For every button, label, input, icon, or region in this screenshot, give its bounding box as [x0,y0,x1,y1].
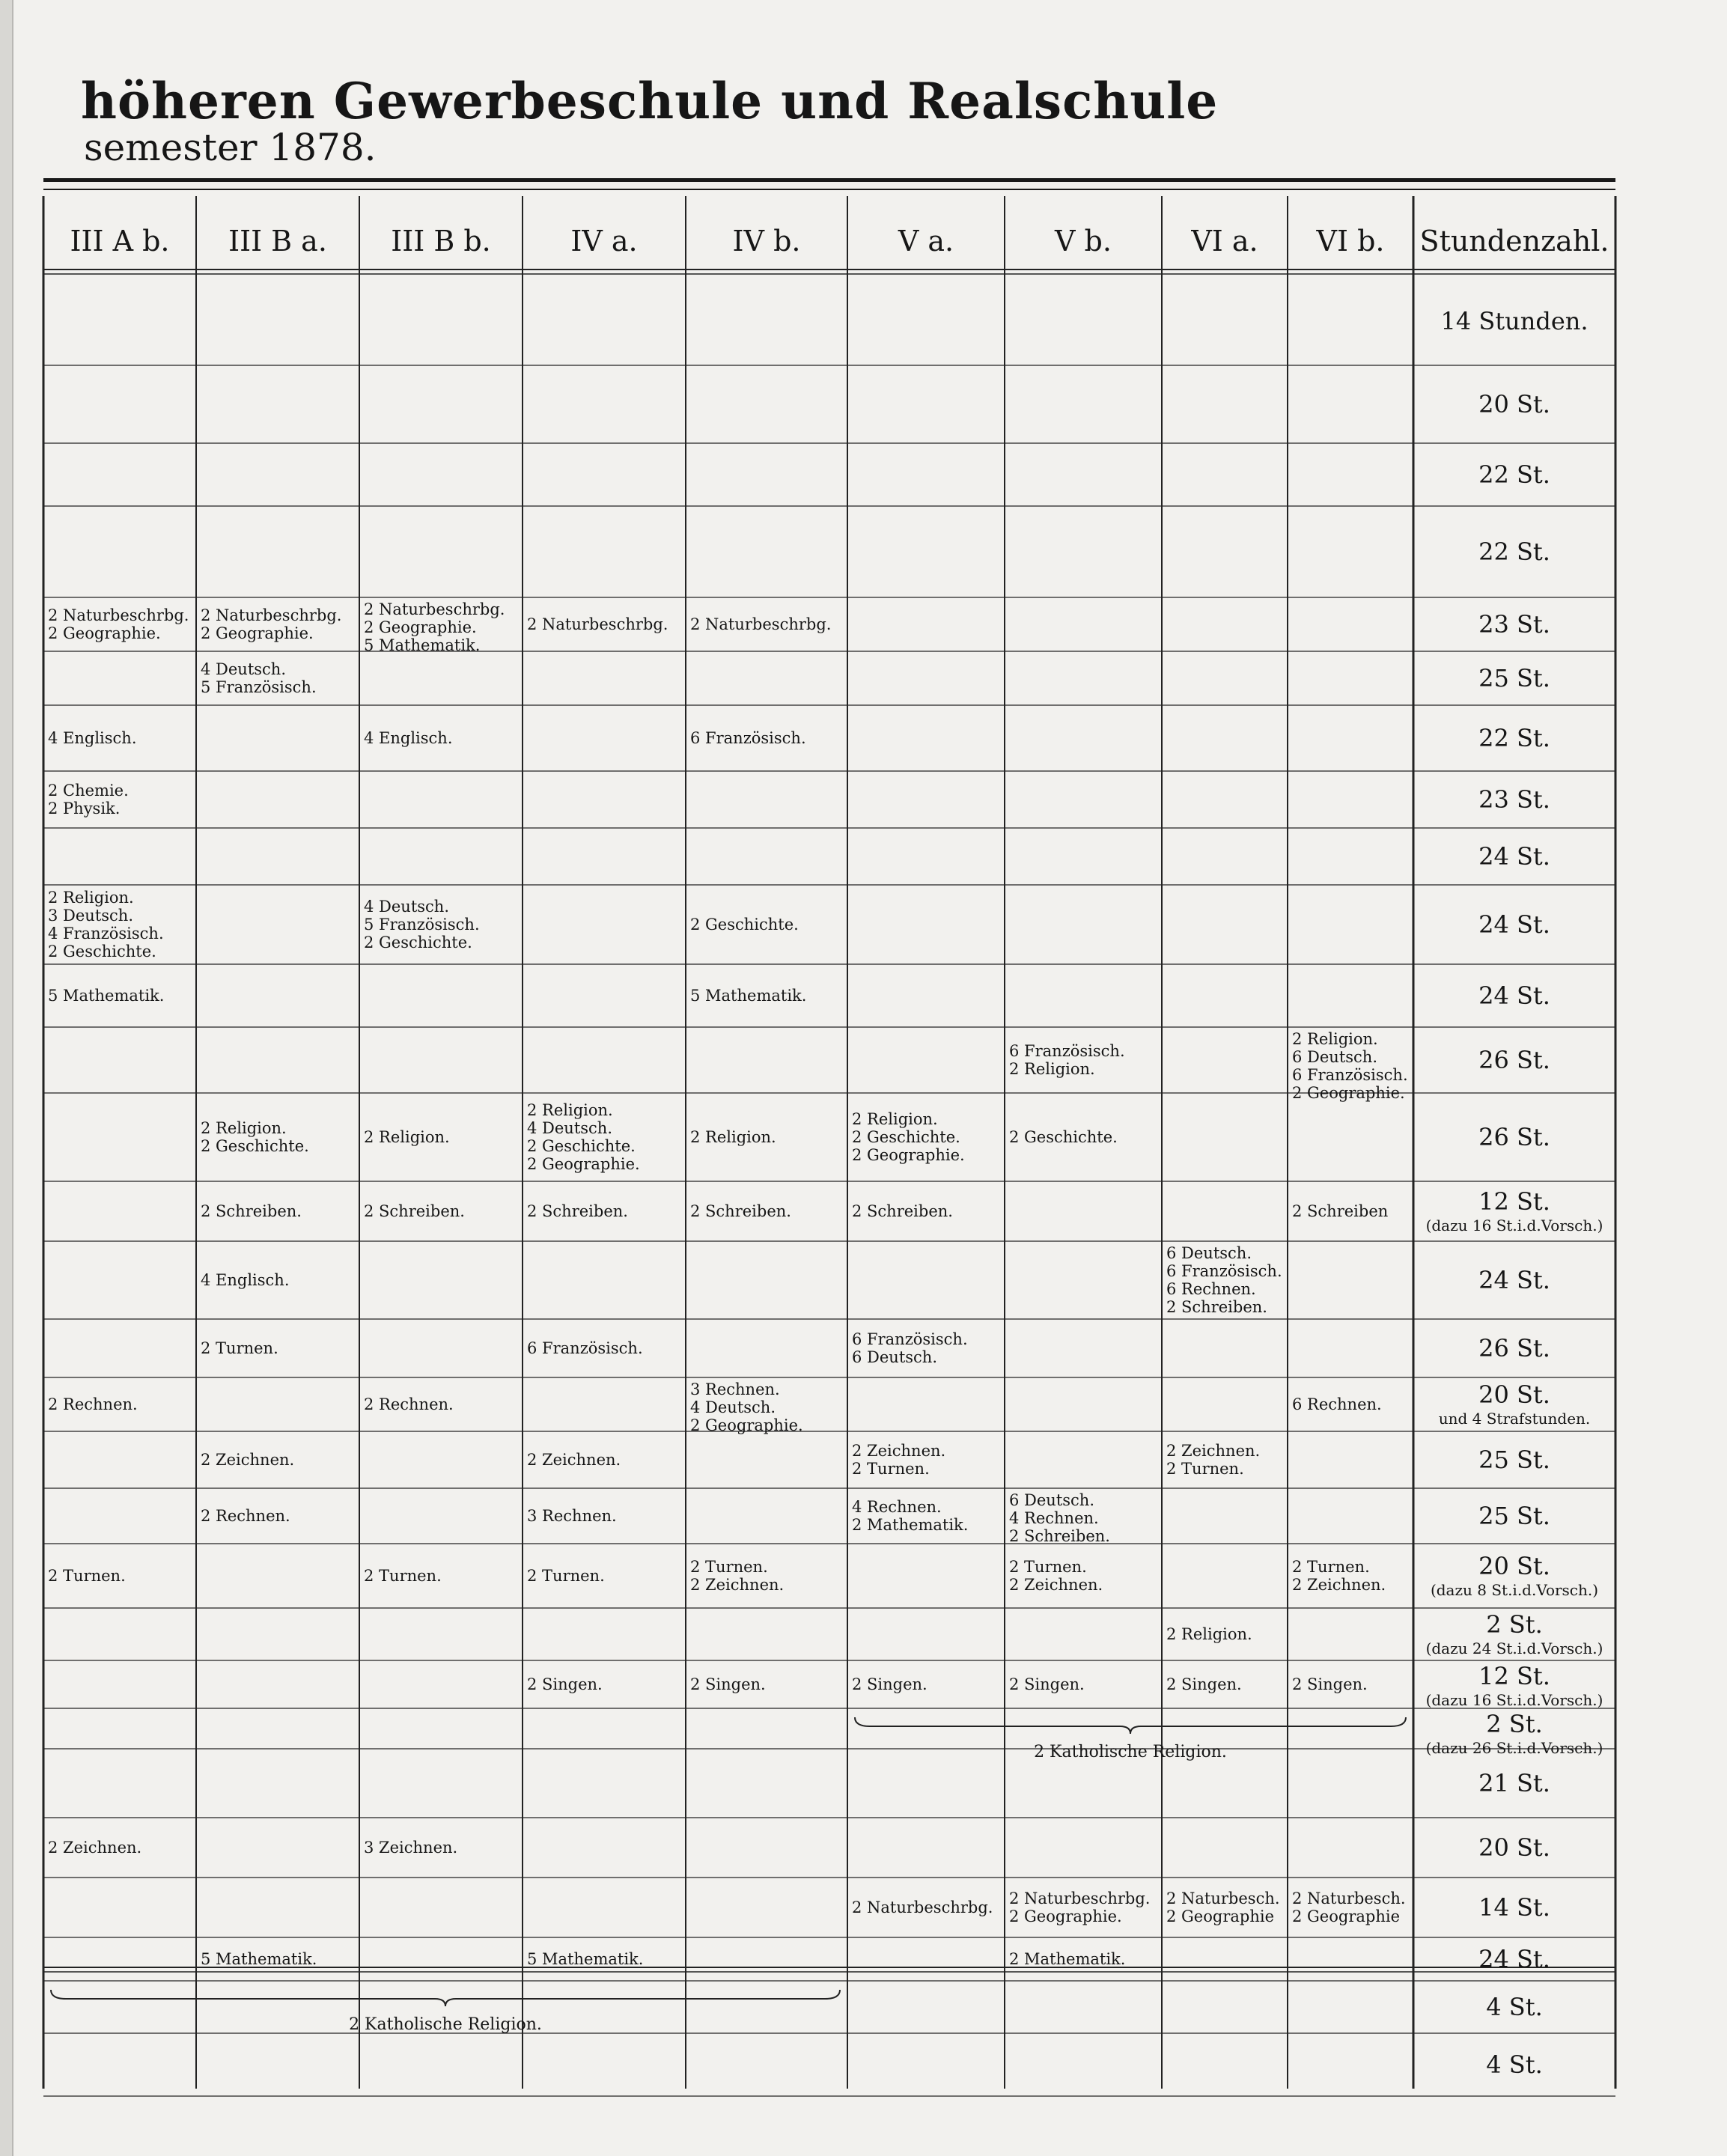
lesson-cell: 5 Mathematik. [690,987,807,1005]
lesson-cell: 2 Turnen. [201,1339,278,1357]
lesson-cell: 4 Deutsch. 5 Französisch. [201,660,317,696]
hours-total [1425,538,1604,566]
hours-total [1425,724,1604,752]
column-header: III B a. [228,225,327,258]
hours-total [1425,785,1604,814]
hours-total-value: 12 St. [1478,1662,1550,1690]
hours-total [1425,1334,1604,1362]
hours-total-value: 20 St. [1478,1552,1550,1580]
hours-total-value: 23 St. [1478,785,1550,814]
lesson-cell: 2 Naturbeschrbg. 2 Geographie. [1009,1889,1151,1925]
hours-total-value: 12 St. [1478,1187,1550,1216]
page-title: höheren Gewerbeschule und Realschule [81,72,1219,130]
lesson-cell: 2 Turnen. [364,1567,442,1585]
lesson-cell: 2 Religion. 2 Geschichte. 2 Geographie. [852,1110,965,1164]
lesson-cell: 2 Schreiben. [852,1202,953,1220]
hours-total [1425,1502,1604,1530]
lesson-cell: 2 Zeichnen. 2 Turnen. [1166,1442,1261,1478]
lesson-cell: 2 Naturbeschrbg. [527,615,668,633]
brace [855,1717,1406,1734]
hours-total [1425,2050,1604,2079]
lesson-cell: 2 Turnen. 2 Zeichnen. [1009,1558,1103,1594]
column-header: VI a. [1191,225,1258,258]
brace [51,1990,840,2006]
hours-total [1425,1610,1604,1658]
hours-total [1425,664,1604,692]
lesson-cell: 2 Schreiben. [690,1202,791,1220]
column-header: V a. [898,225,954,258]
lesson-cell: 2 Geschichte. [690,916,799,934]
hours-total-value: 26 St. [1478,1334,1550,1362]
lesson-cell: 2 Singen. [1292,1675,1368,1693]
hours-total [1425,981,1604,1010]
hours-total-value: 4 St. [1486,2050,1543,2079]
hours-total-note: (dazu 16 St.i.d.Vorsch.) [1425,1691,1603,1709]
lesson-cell: 6 Französisch. 6 Deutsch. [852,1330,968,1366]
lesson-cell: 5 Mathematik. [527,1950,644,1968]
hours-total-value: 4 St. [1486,1993,1543,2021]
hours-total [1425,1993,1604,2021]
hours-total [1425,1710,1604,1758]
lesson-cell: 2 Naturbeschrbg. [690,615,832,633]
lesson-cell: 2 Zeichnen. [527,1451,621,1469]
hours-total [1425,1046,1604,1074]
lesson-cell: 6 Französisch. [690,729,806,747]
lesson-cell: 2 Schreiben. [527,1202,628,1220]
lesson-cell: 6 Französisch. 2 Religion. [1009,1042,1125,1078]
hours-total-value: 14 St. [1478,1893,1550,1922]
hours-total-value: 20 St. [1478,390,1550,418]
lesson-cell: 2 Naturbesch. 2 Geographie [1166,1889,1280,1925]
column-header: VI b. [1316,225,1385,258]
lesson-cell: 2 Geschichte. [1009,1128,1118,1146]
lesson-cell: 2 Singen. [1166,1675,1242,1693]
hours-total [1425,610,1604,639]
lesson-cell: 2 Mathematik. [1009,1950,1126,1968]
lesson-cell: 6 Französisch. [527,1339,643,1357]
lesson-cell: 2 Singen. [527,1675,603,1693]
lesson-cell: 3 Rechnen. [527,1507,617,1525]
lesson-cell: 2 Schreiben. [364,1202,465,1220]
hours-total-value: 23 St. [1478,610,1550,639]
lesson-cell: 2 Religion. 6 Deutsch. 6 Französisch. 2 Geographie. [1292,1030,1408,1102]
lesson-cell: 2 Zeichnen. [201,1451,295,1469]
hours-total [1425,1123,1604,1151]
lesson-cell: 2 Religion. 4 Deutsch. 2 Geschichte. 2 Geographie. [527,1101,640,1173]
hours-total-value: 26 St. [1478,1046,1550,1074]
column-header: IV a. [570,225,638,258]
lesson-cell: 2 Zeichnen. [48,1839,142,1857]
hours-total [1425,460,1604,489]
lesson-cell: 4 Englisch. [364,729,453,747]
lesson-cell: 2 Schreiben. [201,1202,302,1220]
hours-total-note: (dazu 16 St.i.d.Vorsch.) [1425,1216,1603,1234]
lesson-cell: 4 Deutsch. 5 Französisch. 2 Geschichte. [364,898,480,951]
hours-total-value: 24 St. [1478,1945,1550,1973]
hours-total-note: (dazu 8 St.i.d.Vorsch.) [1430,1581,1599,1599]
hours-total-value: 22 St. [1478,460,1550,489]
lesson-cell: 6 Rechnen. [1292,1395,1382,1413]
hours-total-value: 22 St. [1478,724,1550,752]
lesson-cell: 2 Chemie. 2 Physik. [48,782,129,817]
lesson-cell: 2 Religion. [1166,1625,1252,1643]
column-header: V b. [1055,225,1112,258]
spanning-lesson: 2 Katholische Religion. [1034,1743,1227,1761]
hours-total [1425,1380,1604,1428]
spanning-lesson: 2 Katholische Religion. [349,2015,542,2034]
hours-total [1425,390,1604,418]
lesson-cell: 4 Englisch. [201,1271,290,1289]
hours-total [1425,842,1604,871]
lesson-cell: 2 Religion. [364,1128,450,1146]
lesson-cell: 2 Turnen. [48,1567,126,1585]
column-header: Stundenzahl. [1419,225,1609,258]
lesson-cell: 2 Rechnen. [201,1507,290,1525]
lesson-cell: 5 Mathematik. [201,1950,317,1968]
hours-total [1425,1893,1604,1922]
lesson-cell: 2 Turnen. 2 Zeichnen. [1292,1558,1386,1594]
hours-total-value: 14 Stunden. [1440,307,1589,335]
hours-total-value: 2 St. [1486,1610,1543,1639]
hours-total-note: (dazu 24 St.i.d.Vorsch.) [1425,1639,1603,1657]
lesson-cell: 2 Schreiben [1292,1202,1389,1220]
lesson-cell: 2 Religion. [690,1128,776,1146]
hours-total-value: 20 St. [1478,1380,1550,1409]
hours-total-value: 2 St. [1486,1710,1543,1738]
lesson-cell: 2 Naturbeschrbg. 2 Geographie. [201,606,342,642]
hours-total [1425,1662,1604,1710]
lesson-cell: 6 Deutsch. 6 Französisch. 6 Rechnen. 2 Schreiben. [1166,1244,1282,1316]
hours-total [1425,1446,1604,1474]
lesson-cell: 6 Deutsch. 4 Rechnen. 2 Schreiben. [1009,1491,1110,1545]
hours-total-value: 25 St. [1478,664,1550,692]
hours-total-value: 24 St. [1478,910,1550,939]
lesson-cell: 4 Englisch. [48,729,137,747]
lesson-cell: 2 Turnen. [527,1567,605,1585]
hours-total [1425,1769,1604,1797]
hours-total-value: 22 St. [1478,538,1550,566]
lesson-cell: 2 Naturbeschrbg. 2 Geographie. 5 Mathematik. [364,600,505,654]
lesson-cell: 2 Turnen. 2 Zeichnen. [690,1558,785,1594]
hours-total [1425,307,1604,335]
lesson-cell: 2 Religion. 3 Deutsch. 4 Französisch. 2 Geschichte. [48,889,164,960]
hours-total-value: 26 St. [1478,1123,1550,1151]
hours-total [1425,910,1604,939]
hours-total [1425,1945,1604,1973]
hours-total [1425,1187,1604,1235]
hours-total [1425,1552,1604,1600]
lesson-cell: 2 Singen. [852,1675,928,1693]
lesson-cell: 2 Zeichnen. 2 Turnen. [852,1442,946,1478]
hours-total-value: 24 St. [1478,1266,1550,1294]
lesson-cell: 2 Singen. [1009,1675,1085,1693]
lesson-cell: 3 Zeichnen. [364,1839,458,1857]
lesson-cell: 2 Naturbeschrbg. [852,1898,993,1916]
hours-total [1425,1266,1604,1294]
hours-total-value: 20 St. [1478,1833,1550,1862]
lesson-cell: 4 Rechnen. 2 Mathematik. [852,1498,969,1534]
lesson-cell: 2 Rechnen. [48,1395,138,1413]
column-header: III A b. [70,225,170,258]
lesson-cell: 3 Rechnen. 4 Deutsch. 2 Geographie. [690,1380,803,1434]
page-subtitle: semester 1878. [84,126,377,169]
column-header: IV b. [732,225,801,258]
lesson-cell: 2 Rechnen. [364,1395,454,1413]
hours-total-value: 25 St. [1478,1446,1550,1474]
lesson-cell: 2 Naturbeschrbg. 2 Geographie. [48,606,189,642]
lesson-cell: 2 Singen. [690,1675,766,1693]
column-header: III B b. [391,225,491,258]
hours-total [1425,1833,1604,1862]
lesson-cell: 5 Mathematik. [48,987,165,1005]
hours-total-value: 24 St. [1478,981,1550,1010]
hours-total-note: (dazu 26 St.i.d.Vorsch.) [1425,1739,1603,1757]
hours-total-value: 24 St. [1478,842,1550,871]
lesson-cell: 2 Naturbesch. 2 Geographie [1292,1889,1406,1925]
hours-total-value: 25 St. [1478,1502,1550,1530]
lesson-cell: 2 Religion. 2 Geschichte. [201,1119,309,1155]
hours-total-note: und 4 Strafstunden. [1438,1410,1591,1428]
hours-total-value: 21 St. [1478,1769,1550,1797]
